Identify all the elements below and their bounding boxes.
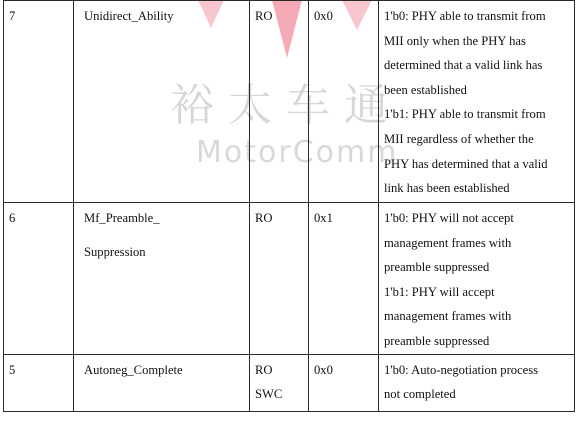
watermark-cn: 裕太车通	[170, 80, 402, 131]
watermark-en: MotorComm	[196, 135, 399, 170]
bit-cell: 6	[4, 203, 74, 355]
table-row	[4, 1, 575, 203]
bit-cell: 7	[4, 1, 74, 203]
register-table	[3, 0, 575, 412]
bit-cell: 5	[4, 354, 74, 411]
type-cell: RO	[250, 1, 309, 203]
table-row	[4, 203, 575, 355]
description-cell: 1'b0: Auto-negotiation process not completed	[379, 354, 575, 411]
table-row	[4, 354, 575, 411]
default-cell: 0x0	[309, 354, 379, 411]
description-cell: 1'b0: PHY able to transmit from MII only when the PHY has determined that a valid link has been established 1'b1: PHY able to transmit from MII regardless of whether the PHY has determined that a valid link has been established	[379, 1, 575, 203]
field-name-cell: Autoneg_Complete	[74, 354, 250, 411]
field-name-cell: Unidirect_Ability	[74, 1, 250, 203]
type-cell: RO SWC	[250, 354, 309, 411]
description-cell: 1'b0: PHY will not accept management frames with preamble suppressed 1'b1: PHY will accept management frames with preamble suppressed	[379, 203, 575, 355]
type-cell: RO	[250, 203, 309, 355]
field-name-cell: Mf_Preamble_ Suppression	[74, 203, 250, 355]
default-cell: 0x1	[309, 203, 379, 355]
default-cell: 0x0	[309, 1, 379, 203]
